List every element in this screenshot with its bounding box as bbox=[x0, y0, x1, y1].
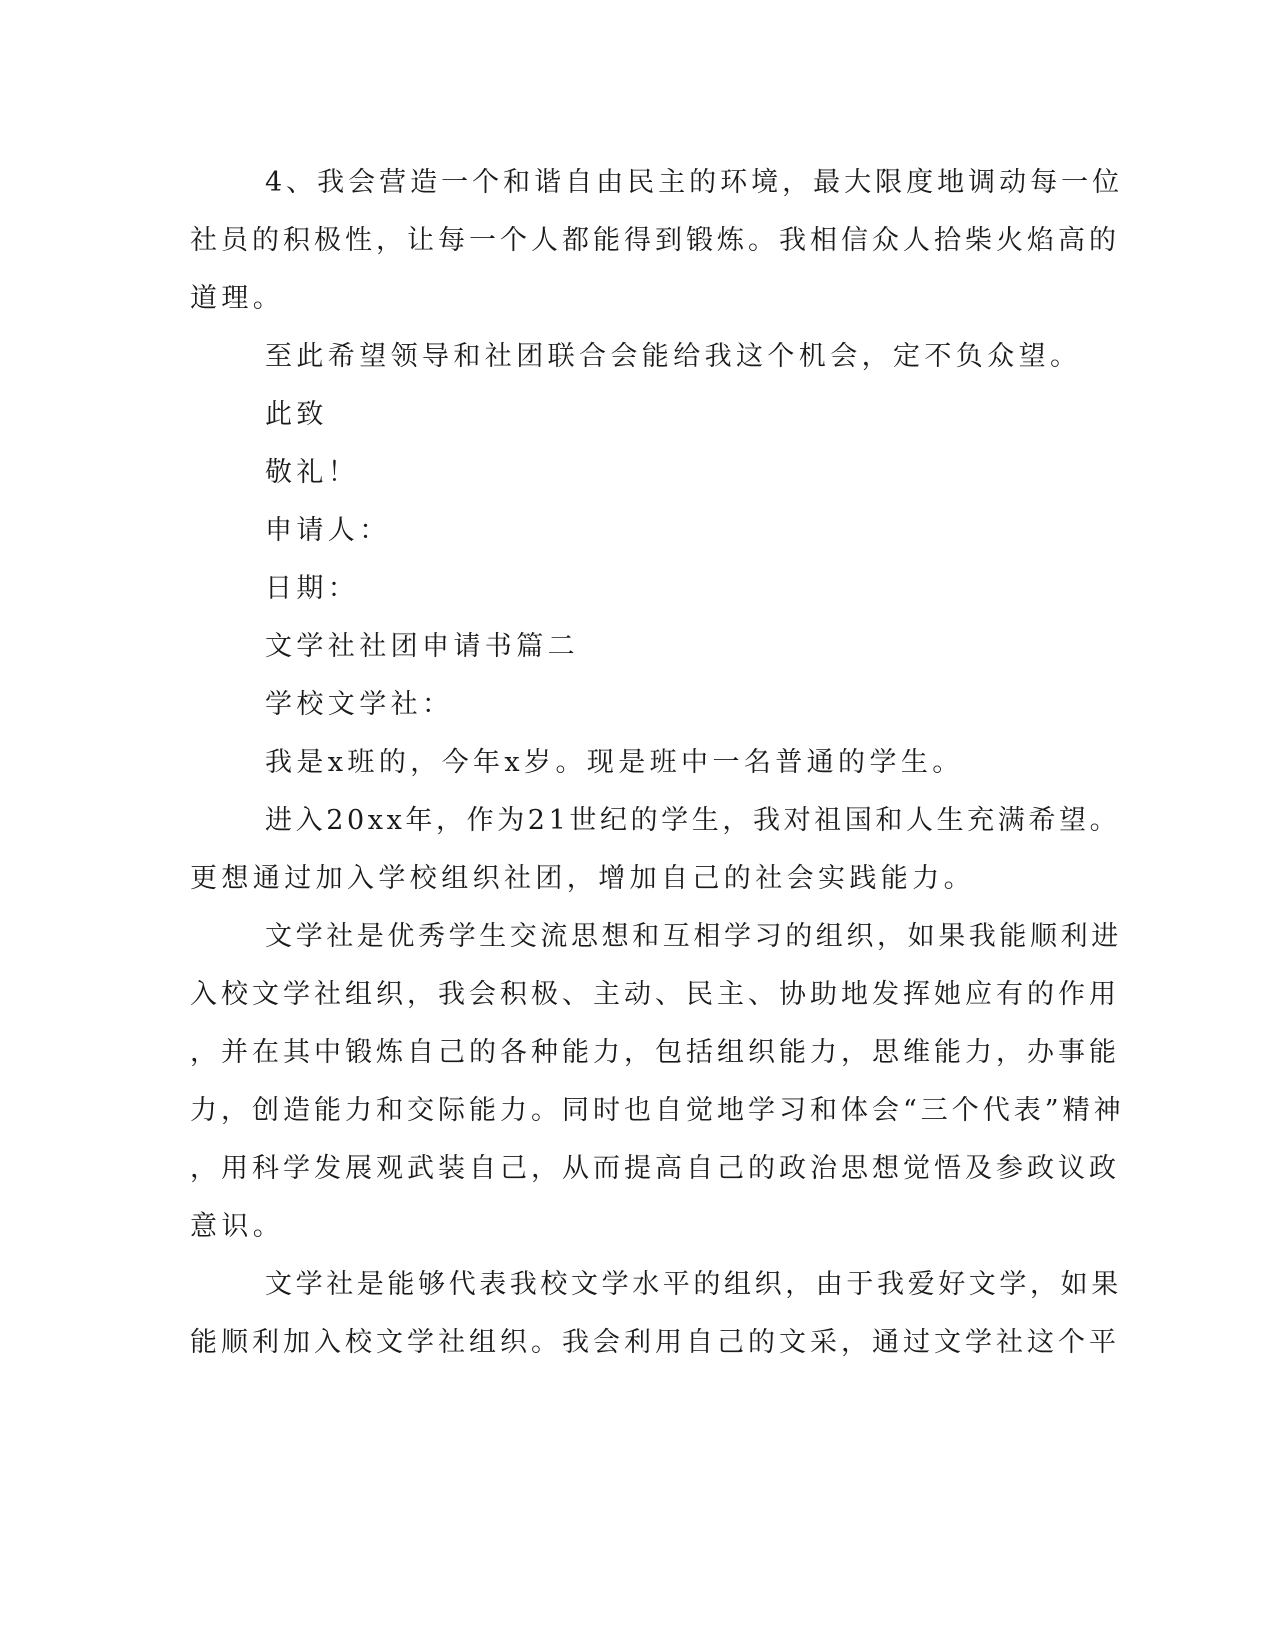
paragraph-line: 4、我会营造一个和谐自由民主的环境，最大限度地调动每一位 bbox=[265, 167, 1124, 198]
paragraph-line: 文学社是优秀学生交流思想和互相学习的组织，如果我能顺利进 bbox=[265, 921, 1122, 952]
paragraph-line: 力，创造能力和交际能力。同时也自觉地学习和体会“三个代表”精神 bbox=[190, 1095, 1125, 1126]
paragraph-line: 道理。 bbox=[190, 283, 285, 314]
salutation-line: 敬礼！ bbox=[265, 457, 360, 488]
paragraph-line: 能顺利加入校文学社组织。我会利用自己的文采，通过文学社这个平 bbox=[190, 1327, 1120, 1358]
date-line: 日期： bbox=[265, 573, 360, 604]
section-heading: 文学社社团申请书篇二 bbox=[265, 631, 579, 662]
paragraph-line: 入校文学社组织，我会积极、主动、民主、协助地发挥她应有的作用 bbox=[190, 979, 1120, 1010]
paragraph-line: 意识。 bbox=[190, 1211, 285, 1242]
paragraph-line: ，用科学发展观武装自己，从而提高自己的政治思想觉悟及参政议政 bbox=[190, 1153, 1120, 1184]
paragraph-line: 我是x班的，今年x岁。现是班中一名普通的学生。 bbox=[265, 747, 964, 778]
paragraph-line: 更想通过加入学校组织社团，增加自己的社会实践能力。 bbox=[190, 863, 975, 894]
paragraph-line: ，并在其中锻炼自己的各种能力，包括组织能力，思维能力，办事能 bbox=[190, 1037, 1120, 1068]
paragraph-line: 文学社是能够代表我校文学水平的组织，由于我爱好文学，如果 bbox=[265, 1269, 1122, 1300]
applicant-line: 申请人： bbox=[265, 515, 391, 546]
paragraph-line: 社员的积极性，让每一个人都能得到锻炼。我相信众人拾柴火焰高的 bbox=[190, 225, 1120, 256]
paragraph-line: 进入20xx年，作为21世纪的学生，我对祖国和人生充满希望。 bbox=[265, 805, 1121, 836]
paragraph-line: 至此希望领导和社团联合会能给我这个机会，定不负众望。 bbox=[265, 341, 1082, 372]
salutation-line: 此致 bbox=[265, 399, 328, 430]
addressee-line: 学校文学社： bbox=[265, 689, 454, 720]
